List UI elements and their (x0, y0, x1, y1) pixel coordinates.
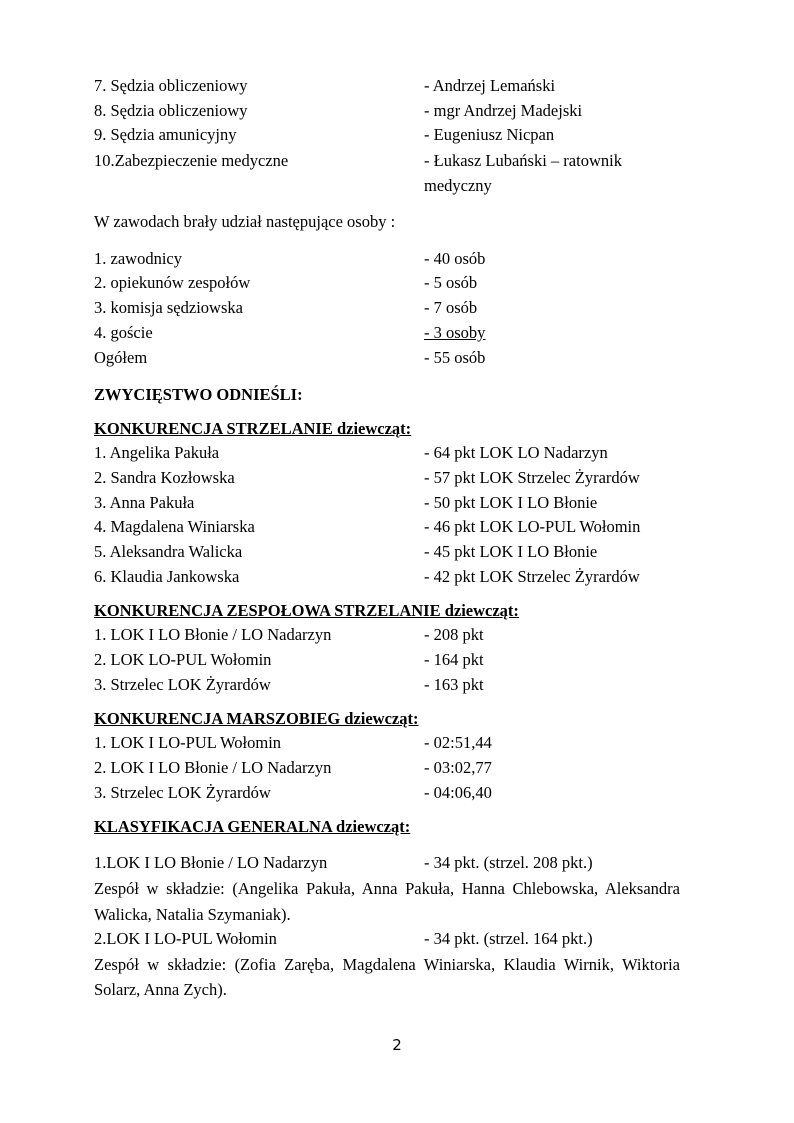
result-row: 1.LOK I LO Błonie / LO Nadarzyn - 34 pkt. (strzel. 208 pkt.) (94, 853, 593, 873)
result-row: 2. LOK LO-PUL Wołomin - 164 pkt (94, 650, 484, 669)
participant-row: 3. komisja sędziowska - 7 osób (94, 298, 478, 318)
result-row: 1. LOK I LO Błonie / LO Nadarzyn - 208 pkt (94, 625, 484, 645)
team-shooting-results (94, 623, 680, 697)
result-row: 2.LOK I LO-PUL Wołomin - 34 pkt. (strzel. 164 pkt.) (94, 929, 593, 949)
section-heading-shooting: KONKURENCJA STRZELANIE dziewcząt: (94, 419, 412, 439)
section-heading-team-shooting: KONKURENCJA ZESPOŁOWA STRZELANIE dziewcząt: (94, 601, 519, 621)
officials-list (94, 74, 680, 198)
result-row: 3. Anna Pakuła - 50 pkt LOK I LO Błonie (94, 492, 598, 512)
participant-row: 2. opiekunów zespołów - 5 osób (94, 273, 478, 293)
result-row: 4. Magdalena Winiarska - 46 pkt LOK LO-PUL Wołomin (94, 517, 641, 537)
document-page (94, 74, 680, 1003)
participants-list (94, 247, 680, 370)
shooting-results (94, 441, 680, 589)
march-run-results (94, 731, 680, 805)
result-row: 3. Strzelec LOK Żyrardów - 163 pkt (94, 674, 484, 694)
result-row: 2. Sandra Kozłowska - 57 pkt LOK Strzelec Żyrardów (94, 467, 640, 487)
official-row: 10.Zabezpieczenie medyczne - Łukasz Lubański – ratownik medyczny (94, 151, 622, 196)
result-row: 3. Strzelec LOK Żyrardów - 04:06,40 (94, 782, 492, 802)
winners-heading: ZWYCIĘSTWO ODNIEŚLI: (94, 385, 303, 405)
official-row: 7. Sędzia obliczeniowy - Andrzej Lemański (94, 76, 556, 95)
participants-intro: W zawodach brały udział następujące osoby : (94, 212, 396, 232)
section-heading-march-run: KONKURENCJA MARSZOBIEG dziewcząt: (94, 709, 419, 729)
result-row: 1. Angelika Pakuła - 64 pkt LOK LO Nadarzyn (94, 443, 608, 463)
general-results (94, 851, 680, 1002)
underlined-value: - 3 osoby (424, 322, 486, 342)
result-row: 2. LOK I LO Błonie / LO Nadarzyn - 03:02,77 (94, 758, 492, 778)
result-row: 5. Aleksandra Walicka - 45 pkt LOK I LO Błonie (94, 541, 598, 561)
participant-total-row: Ogółem - 55 osób (94, 347, 486, 367)
official-row: 9. Sędzia amunicyjny - Eugeniusz Nicpan (94, 125, 555, 145)
result-row: 1. LOK I LO-PUL Wołomin - 02:51,44 (94, 733, 492, 753)
page-number: 2 (392, 1036, 402, 1054)
team-composition: Zespół w składzie: (Zofia Zaręba, Magdalena Winiarska, Klaudia Wirnik, Wiktoria Solarz, Anna Zych). (94, 954, 680, 1000)
team-composition: Zespół w składzie: (Angelika Pakuła, Anna Pakuła, Hanna Chlebowska, Aleksandra Walicka, Natalia Szymaniak). (94, 879, 680, 924)
participant-row: 1. zawodnicy - 40 osób (94, 248, 486, 268)
official-row: 8. Sędzia obliczeniowy - mgr Andrzej Madejski (94, 100, 583, 120)
result-row: 6. Klaudia Jankowska - 42 pkt LOK Strzelec Żyrardów (94, 566, 640, 586)
participant-row: 4. goście - 3 osoby (94, 322, 486, 342)
section-heading-general: KLASYFIKACJA GENERALNA dziewcząt: (94, 817, 411, 837)
